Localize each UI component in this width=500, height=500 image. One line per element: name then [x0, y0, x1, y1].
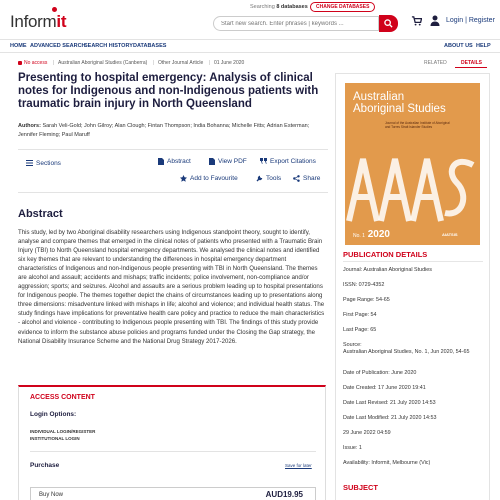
main-nav [0, 40, 500, 53]
nav-advanced-search[interactable]: ADVANCED SEARCH [30, 43, 86, 49]
tools-button[interactable]: Tools [256, 175, 281, 182]
divider [18, 192, 328, 193]
search-icon [384, 19, 393, 28]
pd-date-last-revised: Date Last Revised: 21 July 2020 14:53 [343, 400, 436, 406]
cover-publisher: AIATSIS [442, 232, 458, 237]
nav-home[interactable]: HOME [10, 43, 27, 49]
nav-databases[interactable]: DATABASES [133, 43, 167, 49]
divider [18, 149, 328, 150]
cover-artwork [345, 153, 480, 223]
individual-login-link[interactable]: INDIVIDUAL LOGIN/REGISTER [30, 429, 96, 434]
pd-source: Australian Aboriginal Studies, No. 1, Jun 2020, 54-65 [343, 349, 470, 355]
pd-first-page: First Page: 54 [343, 312, 377, 318]
cover-title: Australian Aboriginal Studies [353, 91, 446, 115]
buy-now-option[interactable] [30, 487, 316, 500]
change-databases-button[interactable]: CHANGE DATABASES [310, 2, 375, 12]
tab-related[interactable]: RELATED [424, 60, 447, 66]
abstract-button[interactable]: Abstract [158, 158, 191, 165]
list-icon [26, 160, 33, 166]
article-title: Presenting to hospital emergency: Analysis of clinical notes for Indigenous and non-Indigenous patients with traumatic brain injury in North Queensland [18, 72, 319, 110]
publication-details-heading: PUBLICATION DETAILS [343, 250, 428, 259]
pd-source-label: Source: [343, 342, 362, 348]
user-icon[interactable] [430, 15, 440, 26]
price: AUD19.95 [265, 490, 303, 499]
pd-availability: Availability: Informit, Melbourne (Vic) [343, 460, 431, 466]
breadcrumb-journal[interactable]: Australian Aboriginal Studies (Canberra) [58, 60, 148, 66]
lock-icon [18, 61, 22, 65]
pd-date-of-publication: Date of Publication: June 2020 [343, 370, 417, 376]
tab-details[interactable]: DETAILS [461, 60, 483, 66]
abstract-heading: Abstract [18, 208, 63, 220]
login-options-label: Login Options: [30, 411, 77, 418]
divider [30, 451, 316, 452]
save-for-later-link[interactable]: Save for later [285, 463, 312, 468]
pd-date-extra: 29 June 2022 04:59 [343, 430, 391, 436]
share-icon [293, 175, 300, 182]
share-button[interactable]: Share [293, 175, 320, 182]
cart-icon[interactable] [411, 15, 422, 26]
pd-issue: Issue: 1 [343, 445, 362, 451]
document-icon [158, 158, 164, 165]
abstract-text: This study, led by two Aboriginal disability researchers using Indigenous standpoint theory, sought to identify, analyse and compare themes that emerged in the clinical notes of patients who presented with a Traumatic Brain Injury (TBI) to North Queensland hospital emergency departments. We analysed the clinical notes and identified six key themes that are relevant to understanding the differences in hospital emergency department characteristics of Indigenous and non-Indigenous people presenting with TBI in North Queensland. The themes are alcohol and assault; accidents and mishaps; traffic incidents; police involvement, non-compliance and/or aggression; sports; and seizures. Alcohol and assaults are a serious problem leading up to hospital presentations for Indigenous people. The themes together depict the chains of circumstances leading up to presentations along three dimensions: misadventure linked with mishaps in life; alcohol and violence; and individual health status. The study findings have implications for preventative health care policy and practice to reduce the main characteristics - alcohol and violence - contributing to Indigenous people presenting with TBI. The findings of this study provide evidence to inform the substance abuse policies and programs funded under the Closing the Gap strategy, the National Disability Insurance Scheme and the National Drug Strategy 2017-2026. [18, 229, 325, 345]
nav-about-us[interactable]: ABOUT US [444, 43, 473, 49]
divider [343, 261, 483, 262]
details-sidebar [335, 73, 490, 500]
searching-status: Searching 8 databases [250, 4, 308, 10]
pd-issn: ISSN: 0729-4352 [343, 282, 385, 288]
pd-journal: Journal: Australian Aboriginal Studies [343, 267, 432, 273]
logo-dot [52, 7, 57, 12]
site-header [0, 0, 500, 40]
pd-date-created: Date Created: 17 June 2020 19:41 [343, 385, 426, 391]
cover-subtitle: Journal of the Australian Institute of Aboriginal and Torres Strait Islander Studies [385, 121, 450, 129]
breadcrumb: No access | Australian Aboriginal Studies (Canberra) | Other Journal Article | 01 June 2020 [18, 60, 244, 66]
pd-last-page: Last Page: 65 [343, 327, 377, 333]
wrench-icon [256, 175, 263, 182]
access-status: No access [24, 60, 48, 66]
pd-date-last-modified: Date Last Modified: 21 July 2020 14:53 [343, 415, 437, 421]
access-content-panel [18, 385, 326, 500]
article-authors: Authors: Sarah Veli-Gold; John Gilroy; Alan Clough; Fintan Thompson; India Bohanna; Michelle Fitts; Adrian Esterman; Jennifer Fleming; Paul Maruff [18, 123, 310, 138]
tab-active-indicator [455, 67, 487, 68]
pd-page-range: Page Range: 54-65 [343, 297, 390, 303]
sections-button[interactable]: Sections [26, 160, 61, 167]
cover-year: No. 1 2020 [353, 229, 390, 240]
informit-logo[interactable]: Informit [10, 12, 67, 31]
search-button[interactable] [379, 15, 398, 32]
quote-icon [260, 158, 267, 164]
search-input[interactable] [213, 16, 379, 31]
access-heading: ACCESS CONTENT [30, 394, 95, 401]
breadcrumb-date: 01 June 2020 [213, 60, 245, 66]
pdf-icon [209, 158, 215, 165]
add-to-favourite-button[interactable]: Add to Favourite [180, 175, 238, 182]
journal-cover [345, 83, 480, 245]
view-pdf-button[interactable]: View PDF [209, 158, 247, 165]
nav-help[interactable]: HELP [476, 43, 491, 49]
nav-search-history[interactable]: SEARCH HISTORY [84, 43, 133, 49]
subject-heading: SUBJECT [343, 483, 379, 492]
export-citations-button[interactable]: Export Citations [260, 158, 316, 165]
breadcrumb-type: Other Journal Article [157, 60, 204, 66]
purchase-heading: Purchase [30, 462, 60, 469]
buy-now-label: Buy Now [39, 492, 64, 498]
star-icon [180, 175, 187, 182]
institutional-login-link[interactable]: INSTITUTIONAL LOGIN [30, 436, 80, 441]
login-register-link[interactable]: Login | Register [446, 17, 495, 24]
